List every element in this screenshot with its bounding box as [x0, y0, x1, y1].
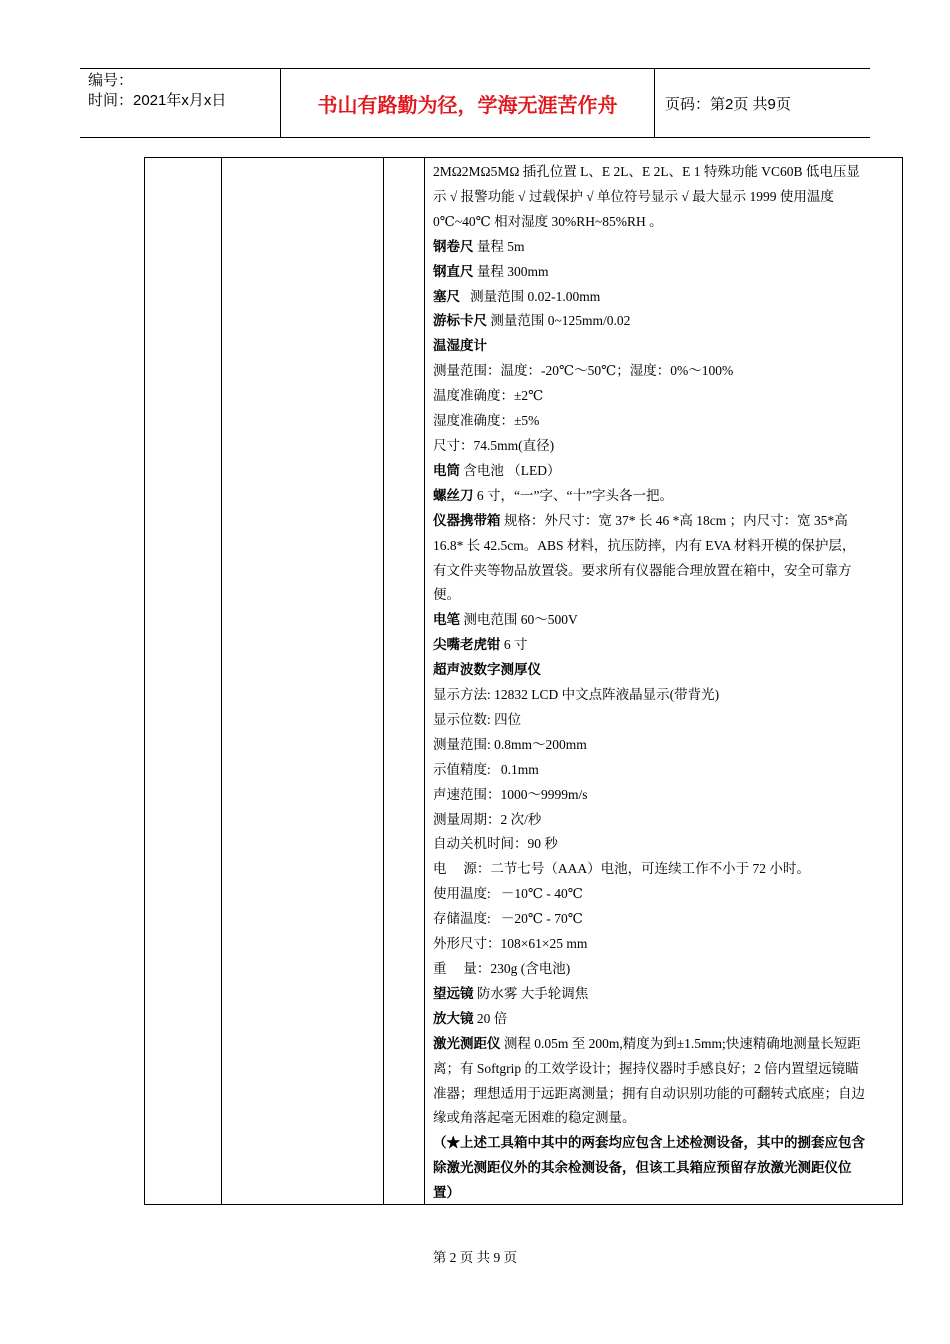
item-name: 钢卷尺 [433, 238, 474, 254]
spec-line [433, 409, 899, 434]
item-text: 重 量：230g (含电池) [433, 961, 571, 976]
item-name: 电笔 [433, 612, 460, 628]
column-divider [424, 158, 425, 1204]
item-text: 含电池 （LED） [460, 462, 561, 478]
item-name: 温湿度计 [433, 338, 487, 354]
spec-line [433, 957, 899, 982]
spec-content-cell [433, 160, 899, 1206]
spec-line [433, 733, 899, 758]
note-line: 除激光测距仪外的其余检测设备，但该工具箱应预留存放激光测距仪位 [433, 1160, 852, 1176]
item-text: 显示位数: 四位 [433, 711, 522, 727]
spec-table [144, 157, 903, 1205]
spec-line [433, 1007, 899, 1032]
item-name: 电筒 [433, 462, 460, 478]
item-name: 塞尺 [433, 288, 460, 304]
item-text: 量程 5m [473, 238, 525, 254]
item-text: 离；有 Softgrip 的工效学设计；握持仪器时手感良好；2 倍内置望远镜瞄 [433, 1060, 859, 1076]
spec-line [433, 1106, 899, 1131]
item-text: 电 源：二节七号（AAA）电池，可连续工作不小于 72 小时。 [433, 861, 810, 877]
item-name: 仪器携带箱 [433, 512, 501, 528]
header-meta [80, 69, 281, 137]
spec-line [433, 1082, 899, 1107]
spec-line [433, 907, 899, 932]
item-text: 测电范围 60～500V [460, 612, 578, 628]
item-text: 量程 300mm [473, 263, 549, 279]
spec-line [433, 783, 899, 808]
item-text: 准器；理想适用于远距离测量；拥有自动识别功能的可翻转式底座；自边 [433, 1085, 865, 1101]
page-footer: 第 2 页 共 9 页 [432, 1250, 518, 1265]
spec-line [433, 683, 899, 708]
item-text: 0℃~40℃ 相对湿度 30%RH~85%RH 。 [433, 213, 663, 229]
note-line: 置） [433, 1185, 460, 1201]
spec-line [433, 434, 899, 459]
spec-line [433, 210, 899, 235]
item-text: 16.8* 长 42.5cm。ABS 材料，抗压防摔，内有 EVA 材料开模的保护层， [433, 537, 856, 553]
spec-line [433, 260, 899, 285]
item-text: 尺寸：74.5mm(直径) [433, 437, 555, 453]
item-text: 外形尺寸：108×61×25 mm [433, 936, 588, 952]
item-text: 示值精度: 0.1mm [433, 761, 539, 777]
item-text: 测量范围：温度：-20℃～50℃；湿度：0%～100% [433, 363, 734, 379]
spec-line [433, 583, 899, 608]
spec-line [433, 285, 899, 310]
item-name: 激光测距仪 [433, 1035, 501, 1051]
spec-line [433, 334, 899, 359]
spec-line [433, 384, 899, 409]
item-text: 规格：外尺寸：宽 37* 长 46 *高 18cm ；内尺寸：宽 35*高 [500, 512, 848, 528]
item-text: 测量范围: 0.8mm～200mm [433, 736, 587, 752]
item-text: 有文件夹等物品放置袋。要求所有仪器能合理放置在箱中，安全可靠方 [433, 562, 852, 578]
spec-line [433, 633, 899, 658]
item-text: 存储温度: －20℃ - 70℃ [433, 911, 583, 927]
spec-line [433, 185, 899, 210]
spec-line [433, 459, 899, 484]
spec-line [433, 509, 899, 534]
item-text: 使用温度: －10℃ - 40℃ [433, 886, 583, 902]
item-name: 螺丝刀 [433, 487, 474, 503]
item-text: 6 寸 [500, 637, 528, 653]
spec-line [433, 708, 899, 733]
item-name: 钢直尺 [433, 263, 474, 279]
item-name: 超声波数字测厚仪 [433, 662, 541, 678]
spec-line [433, 359, 899, 384]
column-divider [383, 158, 384, 1204]
spec-line [433, 1032, 899, 1057]
spec-line [433, 534, 899, 559]
item-name: 望远镜 [433, 985, 474, 1001]
spec-line [433, 932, 899, 957]
spec-line [433, 235, 899, 260]
item-text: 测量范围 0.02-1.00mm [460, 288, 601, 304]
item-text: 2MΩ2MΩ5MΩ 插孔位置 L、E 2L、E 2L、E 1 特殊功能 VC60B 低电压显 [433, 164, 860, 179]
spec-line [433, 882, 899, 907]
item-text: 湿度准确度：±5% [433, 413, 540, 429]
item-text: 声速范围：1000～9999m/s [433, 786, 588, 802]
item-text: 缘或角落起毫无困难的稳定测量。 [433, 1110, 636, 1126]
time-label: 时间：2021年x月x日 [88, 92, 227, 109]
item-text: 20 倍 [473, 1010, 508, 1026]
spec-line [433, 309, 899, 334]
number-label: 编号： [88, 72, 134, 89]
page-header [80, 68, 870, 138]
item-name: 尖嘴老虎钳 [433, 637, 501, 653]
item-name: 放大镜 [433, 1010, 474, 1026]
spec-line [433, 758, 899, 783]
spec-line [433, 832, 899, 857]
spec-line [433, 1057, 899, 1082]
item-text: 显示方法: 12832 LCD 中文点阵液晶显示(带背光) [433, 687, 720, 703]
spec-line [433, 982, 899, 1007]
spec-line [433, 808, 899, 833]
spec-line [433, 857, 899, 882]
spec-line [433, 608, 899, 633]
item-text: 温度准确度：±2℃ [433, 388, 544, 404]
item-text: 测程 0.05m 至 200m,精度为到±1.5mm;快速精确地测量长短距 [500, 1035, 861, 1051]
spec-line [433, 484, 899, 509]
spec-line [433, 559, 899, 584]
header-motto: 书山有路勤为径，学海无涯苦作舟 [281, 69, 655, 137]
spec-line [433, 160, 899, 185]
item-text: 示 √ 报警功能 √ 过载保护 √ 单位符号显示 √ 最大显示 1999 使用温度 [433, 188, 834, 204]
item-text: 防水雾 大手轮调焦 [473, 985, 589, 1001]
header-page-code: 页码：第2页 共9页 [665, 95, 791, 113]
item-text: 测量周期：2 次/秒 [433, 811, 542, 827]
item-text: 测量范围 0~125mm/0.02 [487, 313, 631, 329]
spec-line [433, 658, 899, 683]
item-text: 自动关机时间：90 秒 [433, 836, 558, 852]
note-line: （★上述工具箱中其中的两套均应包含上述检测设备，其中的捌套应包含 [433, 1135, 865, 1151]
item-text: 6 寸，“一”字、“十”字头各一把。 [473, 487, 673, 503]
column-divider [221, 158, 222, 1204]
item-text: 便。 [433, 587, 460, 603]
item-name: 游标卡尺 [433, 313, 487, 329]
